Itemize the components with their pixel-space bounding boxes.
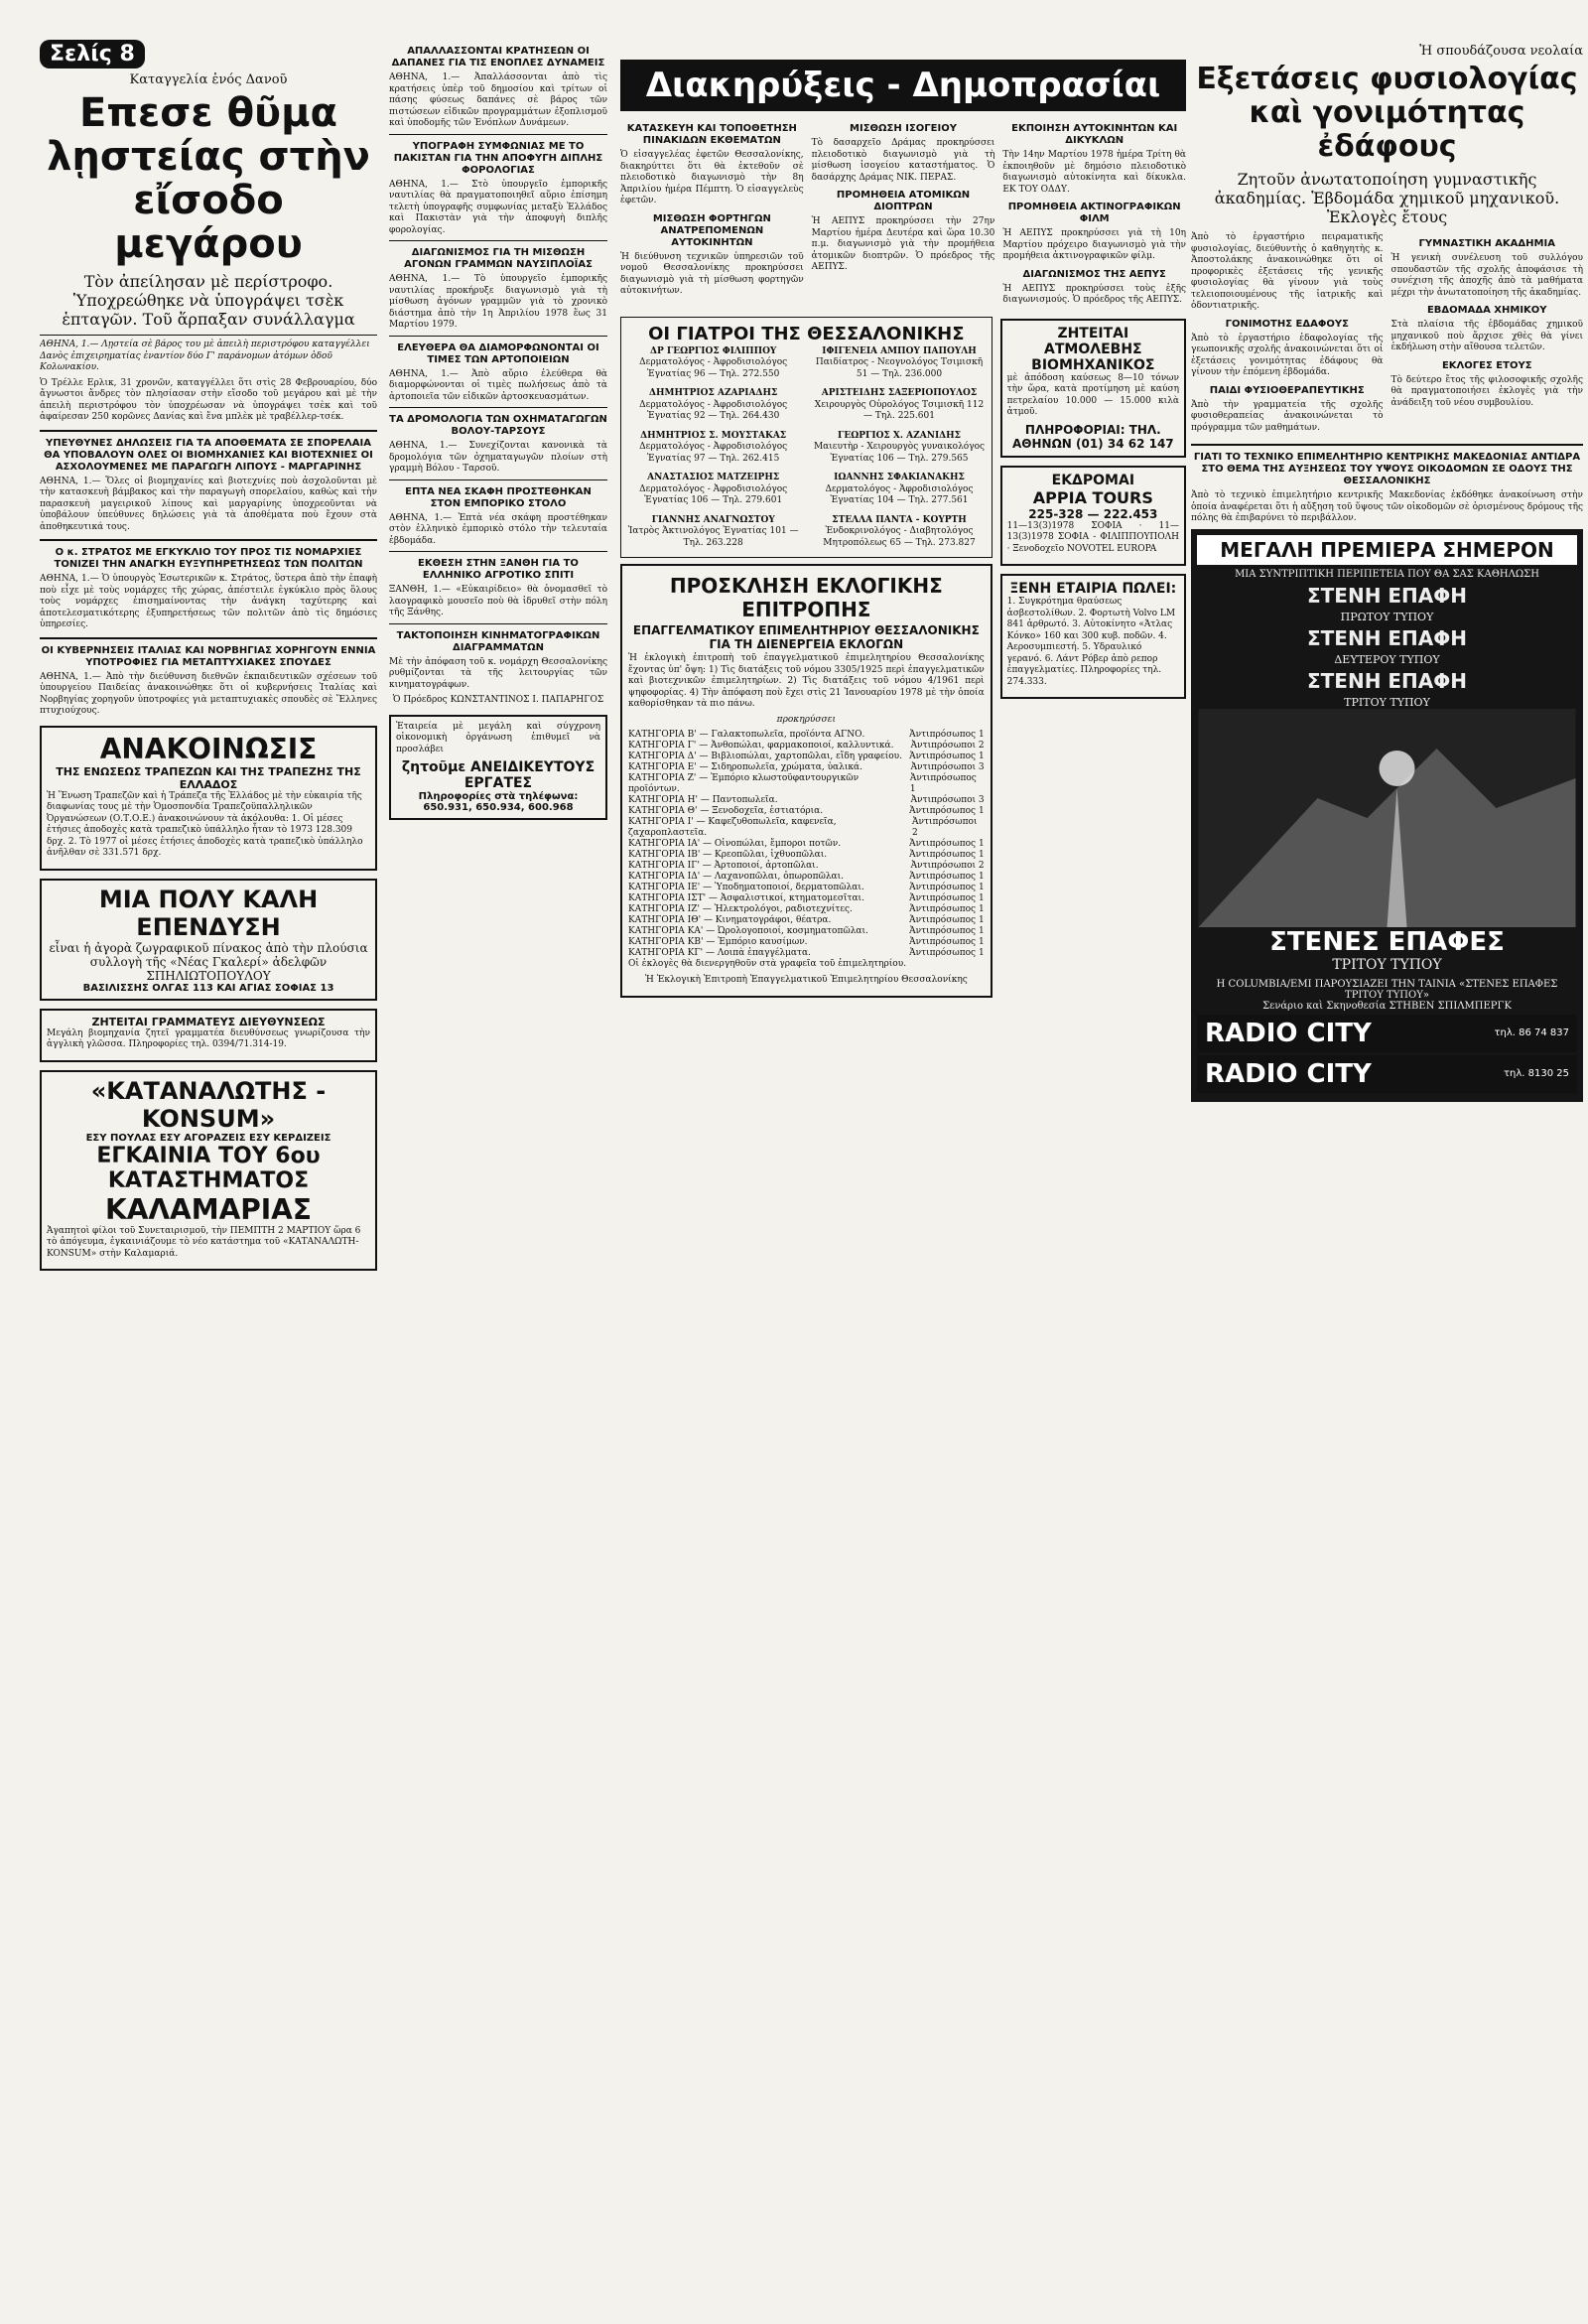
- doctor-entry: [811, 515, 987, 554]
- article-body: Μὲ τὴν ἀπόφαση τοῦ κ. νομάρχη Θεσσαλονίκης ρυθμίζονται τὰ τῆς λειτουργίας τῶν κινηματογράφων.: [389, 656, 607, 690]
- column-1: [40, 40, 377, 2293]
- cinema-phone: τηλ. 8130 25: [1504, 1068, 1569, 1079]
- category-row: ΚΑΤΗΓΟΡΙΑ Ζ' — Ἐμπόριο κλωστοϋφαντουργικῶν προϊόντων. Ἀντιπρόσωπος 1: [628, 773, 977, 794]
- announcement-ad: [40, 726, 377, 871]
- credits-line: Η COLUMBIA/EMI ΠΑΡΟΥΣΙΑΖΕΙ ΤΗΝ ΤΑΙΝΙΑ «ΣΤΕΝΕΣ ΕΠΑΦΕΣ ΤΡΙΤΟΥ ΤΥΠΟΥ»: [1216, 978, 1558, 1001]
- column-2: [389, 40, 607, 2293]
- ad-title: ΕΚΔΡΟΜΑΙ: [1051, 472, 1135, 488]
- ad-title: ΖΗΤΕΙΤΑΙ ΓΡΑΜΜΑΤΕΥΣ ΔΙΕΥΘΥΝΣΕΩΣ: [91, 1015, 326, 1028]
- deck: Ζητοῦν ἀνωτατοποίηση γυμναστικῆς ἀκαδημίας. Ἑβδομάδα χημικοῦ μηχανικοῦ. Ἐκλογὲς ἔτους: [1214, 170, 1560, 226]
- tender-title: ΠΡΟΜΗΘΕΙΑ ΑΤΟΜΙΚΩΝ ΔΙΟΠΤΡΩΝ: [836, 190, 971, 212]
- category-row: ΚΑΤΗΓΟΡΙΑ Ι' — Καφεζυθοπωλεῖα, καφενεῖα, ζαχαροπλαστεῖα. Ἀντιπρόσωποι 2: [628, 817, 978, 838]
- ad-body: εἶναι ἡ ἀγορὰ ζωγραφικοῦ πίνακος ἀπὸ τὴν πλούσια συλλογὴ τῆς «Νέας Γκαλερί» ἀδελφῶν ΣΠΗΛΙΩΤΟΠΟΥΛΟΥ: [49, 940, 368, 983]
- article-headline: ΓΙΑΤΙ ΤΟ ΤΕΧΝΙΚΟ ΕΠΙΜΕΛΗΤΗΡΙΟ ΚΕΝΤΡΙΚΗΣ ΜΑΚΕΔΟΝΙΑΣ ΑΝΤΙΔΡΑ ΣΤΟ ΘΕΜΑ ΤΗΣ ΑΥΞΗΣΕΩΣ ΤΟΥ ΥΨΟΥΣ ΟΙΚΟΔΟΜΩΝ ΣΕ ΟΔΟΥΣ ΤΗΣ ΘΕΣΣΑΛΟΝΙΚΗΣ: [1193, 452, 1581, 486]
- ad-body: μὲ ἀπόδοση καύσεως 8—10 τόνων τὴν ὥρα, κατὰ προτίμηση μὲ καύση πετρελαίου 10.000 — 15.000 κιλὰ ἀτμοῦ.: [1006, 372, 1179, 417]
- notice-body: Ἡ ἐκλογικὴ ἐπιτροπὴ τοῦ ἐπαγγελματικοῦ ἐπιμελητηρίου Θεσσαλονίκης ἔχοντας ὑπ' ὄψη: 1) Τὶς διατάξεις τοῦ νόμου 3305/1925 περὶ ἐπαγγελματικῶν καὶ βιοτεχνικῶν ἐπιμελητηρίων. 2) Τὶς διατάξεις τοῦ νόμου 4/1961 περὶ ψηφοφορίας. 4) Τὴν ἀπόφαση ποὺ ἔχει στὶς 21 Ἰανουαρίου 1978 μὲ τὴν ὁποία καθορίσθηκαν τὰ πιο πάνω.: [628, 653, 985, 709]
- doctors-directory: [620, 311, 992, 1005]
- movie-subtitle-2: ΔΕΥΤΕΡΟΥ ΤΥΠΟΥ: [1334, 652, 1440, 666]
- cinema-name: RADIO CITY: [1205, 1018, 1372, 1048]
- doctor-info: Δερματολόγος - Ἀφροδισιολόγος Ἐγνατίας 97 — Τηλ. 262.415: [639, 442, 788, 464]
- doctor-name: ΓΙΑΝΝΗΣ ΑΝΑΓΝΩΣΤΟΥ: [651, 514, 775, 525]
- doctor-info: Ἐνδοκρινολόγος - Διαβητολόγος Μητροπόλεως 65 — Τηλ. 273.827: [823, 526, 976, 548]
- article-headline: ΟΙ ΚΥΒΕΡΝΗΣΕΙΣ ΙΤΑΛΙΑΣ ΚΑΙ ΝΟΡΒΗΓΙΑΣ ΧΟΡΗΓΟΥΝ ΕΝΝΙΑ ΥΠΟΤΡΟΦΙΕΣ ΓΙΑ ΜΕΤΑΠΤΥΧΙΑΚΕΣ ΣΠΟΥΔΕΣ: [41, 644, 376, 668]
- divider: [40, 335, 377, 336]
- cinema-phone: τηλ. 86 74 837: [1494, 1027, 1569, 1038]
- doctor-name: ΓΕΩΡΓΙΟΣ Χ. ΑΖΑΝΙΔΗΣ: [837, 430, 962, 441]
- article-body: ΑΘΗΝΑ, 1.— Ὅλες οἱ βιομηχανίες καὶ βιοτεχνίες ποὺ ἀσχολοῦνται μὲ τὴν κατασκευὴ βάμβακος καὶ τὴν παραγωγὴ σπορελαίου, καθὼς καὶ τὴν παρασκευὴ μαγειρικοῦ λίπους καὶ μαργαρίνης ὑποχρεοῦνται νὰ ὑποβάλουν ὑπεύθυνες δηλώσεις γιὰ τὰ ἀποθέματα ποὺ ἔχουν στὰ ἀποθηκευτικά τους.: [40, 476, 377, 532]
- movie-ad: [1191, 529, 1583, 1102]
- category-row: ΚΑΤΗΓΟΡΙΑ ΚΑ' — Ὠρολογοποιοί, κοσμηματοπῶλαι. Ἀντιπρόσωπος 1: [628, 926, 985, 936]
- divider: [389, 623, 607, 624]
- doctor-entry: [625, 515, 801, 554]
- divider: [40, 430, 377, 432]
- divider: [389, 134, 607, 135]
- doctor-info: Ἰατρὸς Ἀκτινολόγος Ἐγνατίας 101 — Τηλ. 263.228: [627, 526, 799, 548]
- doctor-name: ΔΗΜΗΤΡΙΟΣ ΑΖΑΡΙΑΔΗΣ: [649, 388, 778, 398]
- sale-ad: [1000, 574, 1186, 699]
- announcement-subtitle: ΤΗΣ ΕΝΩΣΕΩΣ ΤΡΑΠΕΖΩΝ ΚΑΙ ΤΗΣ ΤΡΑΠΕΖΗΣ ΤΗΣ ΕΛΛΑΔΟΣ: [56, 764, 361, 791]
- category-row: ΚΑΤΗΓΟΡΙΑ Β' — Γαλακτοπωλεῖα, προϊόντα ΑΓΝΟ. Ἀντιπρόσωπος 1: [628, 730, 985, 740]
- article-headline: ΠΑΙΔΙ ΦΥΣΙΟΘΕΡΑΠΕΥΤΙΚΗΣ: [1209, 384, 1365, 396]
- article-body: ΑΘΗΝΑ, 1.— Ἀπὸ τὴν διεύθυνση διεθνῶν ἐκπαιδευτικῶν σχέσεων τοῦ ὑπουργείου Παιδείας ἀνακοινώθηκε ὅτι οἱ κυβερνήσεις Ἰταλίας καὶ Νορβηγίας χορηγοῦν ὑποτροφίες γιὰ μεταπτυχιακὲς σπουδὲς σὲ Ἕλληνες πτυχιούχους.: [40, 671, 377, 716]
- doctor-info: Χειρουργὸς Οὐρολόγος Τσιμισκῆ 112 — Τηλ. 225.601: [814, 399, 985, 421]
- tender-title: ΚΑΤΑΣΚΕΥΗ ΚΑΙ ΤΟΠΟΘΕΤΗΣΗ ΠΙΝΑΚΙΔΩΝ ΕΚΘΕΜΑΤΩΝ: [626, 123, 797, 146]
- tours-ad: [1000, 466, 1186, 567]
- notice-footer: Οἱ ἐκλογὲς θὰ διενεργηθοῦν στὰ γραφεῖα τοῦ ἐπιμελητηρίου.: [628, 959, 907, 969]
- article-headline: ΓΟΝΙΜΟΤΗΣ ΕΔΑΦΟΥΣ: [1225, 318, 1349, 330]
- ad-body: Ἐταιρεία μὲ μεγάλη καὶ σύγχρονη οἰκονομικὴ ὀργάνωση ἐπιθυμεῖ νὰ προσλάβει: [396, 721, 600, 754]
- doctor-info: Δερματολόγος - Ἀφροδισιολόγος Ἐγνατίας 104 — Τηλ. 277.561: [825, 483, 974, 505]
- doctor-name: ΔΡ ΓΕΩΡΓΙΟΣ ΦΙΛΙΠΠΟΥ: [649, 345, 777, 356]
- doctor-name: ΙΩΑΝΝΗΣ ΣΦΑΚΙΑΝΑΚΗΣ: [834, 473, 965, 482]
- article-headline: ΕΚΘΕΣΗ ΣΤΗΝ ΞΑΝΘΗ ΓΙΑ ΤΟ ΕΛΛΗΝΙΚΟ ΑΓΡΟΤΙΚΟ ΣΠΙΤΙ: [418, 558, 579, 581]
- poster-title: ΣΤΕΝΕΣ ΕΠΑΦΕΣ: [1269, 926, 1505, 957]
- tender-body: Τὸ δασαρχεῖο Δράμας προκηρύσσει πλειοδοτικὸ διαγωνισμὸ γιὰ τὴ μίσθωση ἰσογείου καταστήματος. Ὁ δασάρχης Δράμας ΝΙΚ. ΠΕΡΑΣ.: [811, 138, 995, 183]
- notice-title: ΠΡΟΣΚΛΗΣΗ ΕΚΛΟΓΙΚΗΣ ΕΠΙΤΡΟΠΗΣ: [669, 574, 943, 621]
- movie-banner: ΜΕΓΑΛΗ ΠΡΕΜΙΕΡΑ ΣΗΜΕΡΟΝ: [1197, 535, 1577, 565]
- education-col-b: [1391, 232, 1584, 438]
- tenders-col-a: [620, 117, 804, 311]
- article-headline: ΤΑΚΤΟΠΟΙΗΣΗ ΚΙΝΗΜΑΤΟΓΡΑΦΙΚΩΝ ΔΙΑΓΡΑΜΜΑΤΩΝ: [396, 629, 600, 653]
- divider: [40, 637, 377, 639]
- ad-title: «ΚΑΤΑΝΑΛΩΤΗΣ - KONSUM»: [90, 1076, 327, 1133]
- column-3: [620, 60, 1186, 2293]
- ad-phone: ΠΛΗΡΟΦΟΡΙΑΙ: ΤΗΛ. ΑΘΗΝΩΝ (01) 34 62 147: [1012, 422, 1174, 451]
- ad-phone: Πληροφορίες στὰ τηλέφωνα: 650.931, 650.934, 600.968: [418, 791, 579, 813]
- doctor-entry: [625, 388, 801, 427]
- category-row: ΚΑΤΗΓΟΡΙΑ Ε' — Σιδηροπωλεῖα, χρώματα, ὑαλικά. Ἀντιπρόσωποι 3: [628, 762, 985, 772]
- category-row: ΚΑΤΗΓΟΡΙΑ Θ' — Ξενοδοχεῖα, ἑστιατόρια. Ἀντιπρόσωπος 1: [628, 806, 985, 816]
- movie-title-2: ΣΤΕΝΗ ΕΠΑΦΗ: [1306, 625, 1468, 650]
- category-row: ΚΑΤΗΓΟΡΙΑ Δ' — Βιβλιοπώλαι, χαρτοπῶλαι, εἴδη γραφείου. Ἀντιπρόσωπος 1: [628, 752, 985, 761]
- tender-title: ΠΡΟΜΗΘΕΙΑ ΑΚΤΙΝΟΓΡΑΦΙΚΩΝ ΦΙΛΜ: [1007, 202, 1181, 224]
- article-headline: ΔΙΑΓΩΝΙΣΜΟΣ ΓΙΑ ΤΗ ΜΙΣΘΩΣΗ ΑΓΟΝΩΝ ΓΡΑΜΜΩΝ ΝΑΥΣΙΠΛΟΪΑΣ: [404, 247, 593, 270]
- tender-body: Ἡ διεύθυνση τεχνικῶν ὑπηρεσιῶν τοῦ νομοῦ Θεσσαλονίκης προκηρύσσει διαγωνισμὸ γιὰ τὴ μίσθωση φορτηγῶν αὐτοκινήτων.: [620, 251, 804, 296]
- article-headline: ΕΛΕΥΘΕΡΑ ΘΑ ΔΙΑΜΟΡΦΩΝΟΝΤΑΙ ΟΙ ΤΙΜΕΣ ΤΩΝ ΑΡΤΟΠΟΙΕΙΩΝ: [397, 342, 599, 365]
- category-row: ΚΑΤΗΓΟΡΙΑ ΙΑ' — Οἰνοπώλαι, ἔμποροι ποτῶν. Ἀντιπρόσωπος 1: [628, 839, 985, 849]
- ad-title: ΖΗΤΕΙΤΑΙ ΑΤΜΟΛΕΒΗΣ ΒΙΟΜΗΧΑΝΙΚΟΣ: [1031, 325, 1155, 373]
- category-row: ΚΑΤΗΓΟΡΙΑ ΚΓ' — Λοιπὰ ἐπαγγέλματα. Ἀντιπρόσωπος 1: [628, 948, 985, 958]
- doctor-entry: [625, 346, 801, 385]
- job-ad: [40, 1009, 377, 1062]
- category-row: ΚΑΤΗΓΟΡΙΑ ΙΖ' — Ἠλεκτρολόγοι, ραδιοτεχνίτες. Ἀντιπρόσωπος 1: [628, 904, 985, 914]
- classifieds-col: [1000, 311, 1186, 1005]
- doctor-name: ΣΤΕΛΛΑ ΠΑΝΤΑ - ΚΟΥΡΤΗ: [832, 514, 967, 525]
- article-body: Ἀπὸ τὸ ἐργαστήριο πειραματικῆς φυσιολογίας, διεύθυντὴς ὁ καθηγητὴς κ. Ἀποστολάκης ἀνακοινώθηκε ὅτι οἱ προφορικὲς ἐξετάσεις τῆς γενικῆς φυσιολογίας θὰ γίνουν γιὰ τοὺς τελειοποιουμένους τῆς ἰατρικῆς καὶ ὀδοντιατρικῆς.: [1191, 232, 1384, 311]
- ad-body: 1. Συγκρότημα θραύσεως ἀσβεστολίθων. 2. Φορτωτὴ Volvo LM 841 ἀρθρωτό. 3. Αὐτοκίνητο «Άτλας Κόνκο» 160 και 300 κυβ. ποδῶν. 4. Αεροσυμπιεστή. 5. Υδραυλικό γερανό. 6. Λάντ Ρόβερ ἀπὸ ρεπορ ἐπαγγελματίες. Πληροφορίες τηλ. 274.333.: [1006, 597, 1176, 687]
- article-headline: ΓΥΜΝΑΣΤΙΚΗ ΑΚΑΔΗΜΙΑ: [1418, 238, 1555, 249]
- section-banner: Διακηρύξεις - Δημοπρασίαι: [620, 60, 1186, 111]
- doctors-title: ΟΙ ΓΙΑΤΡΟΙ ΤΗΣ ΘΕΣΣΑΛΟΝΙΚΗΣ: [648, 323, 965, 344]
- education-col-a: [1191, 232, 1384, 438]
- ad-body: 11—13(3)1978 ΣΟΦΙΑ · 11—13(3)1978 ΣΟΦΙΑ - ΦΙΛΙΠΠΟΥΠΟΛΗ · Ξενοδοχεῖο NOVOTEL EUROPA: [1006, 520, 1179, 554]
- poster-mountain-image: [1197, 709, 1577, 927]
- doctor-name: ΙΦΙΓΕΝΕΙΑ ΑΜΠΟΥ ΠΑΠΟΥΛΗ: [822, 345, 977, 356]
- tenders-col-b: [812, 117, 995, 311]
- article-body: ΑΘΗΝΑ, 1.— Ἑπτὰ νέα σκάφη προστέθηκαν στὸν ἑλληνικὸ ἐμπορικὸ στόλο τὴν τελευταία ἑβδομάδα.: [389, 512, 607, 546]
- article-body: Στὰ πλαίσια τῆς ἑβδομάδας χημικοῦ μηχανικοῦ ποὺ ἄρχισε χθὲς θὰ γίνει ἐκδήλωση στὴν αἴθουσα τελετῶν.: [1390, 320, 1583, 352]
- tender-body: Ἡ ΑΕΠΥΣ προκηρύσσει τὴν 27ην Μαρτίου ἡμέρα Δευτέρα καὶ ὥρα 10.30 π.μ. διαγωνισμὸ γιὰ τὴν προμήθεια ἀτομικῶν διοπτρῶν. Ὁ πρόεδρος τῆς ΑΕΠΥΣ.: [811, 216, 995, 272]
- tender-title: ΜΙΣΘΩΣΗ ΙΣΟΓΕΙΟΥ: [850, 123, 957, 134]
- movie-title-1: ΣΤΕΝΗ ΕΠΑΦΗ: [1306, 583, 1468, 608]
- doctor-info: Δερματολόγος - Ἀφροδισιολόγος Ἐγνατίας 96 — Τηλ. 272.550: [639, 357, 788, 379]
- divider: [1191, 444, 1583, 446]
- notice-label: προκηρύσσει: [776, 714, 836, 725]
- category-row: ΚΑΤΗΓΟΡΙΑ Η' — Παντοπωλεῖα. Ἀντιπρόσωποι 3: [628, 795, 985, 805]
- signature: Ὁ Πρόεδρος ΚΩΝΣΤΑΝΤΙΝΟΣ Ι. ΠΑΠΑΡΗΓΟΣ: [392, 695, 604, 705]
- ad-body: Ἀγαπητοὶ φίλοι τοῦ Συνεταιρισμοῦ, τὴν ΠΕΜΠΤΗ 2 ΜΑΡΤΙΟΥ ὥρα 6 τὸ ἀπόγευμα, ἐγκαινιάζουμε τὸ νέο κατάστημα τοῦ «ΚΑΤΑΝΑΛΩΤΗ-KONSUM» στὴν Καλαμαριά.: [47, 1225, 361, 1259]
- article-body: Ὁ Τρέλλε Ερλικ, 31 χρονῶν, καταγγέλλει ὅτι στὶς 28 Φεβρουαρίου, δύο ἄγνωστοι ἄνδρες τὸν πλησίασαν στὴν εἴσοδο τοῦ μεγάρου καὶ μὲ τὴν ἀπειλὴ περιστρόφου τὸν ὑποχρέωσαν νὰ ὑπογράψει τσὲκ καὶ τοῦ ἀφαίρεσαν 250 κορῶνες Δανίας καὶ ἕνα μπλὲκ μὲ τραβέλλερ-τσέκ.: [40, 377, 377, 422]
- doctor-entry: [811, 431, 987, 470]
- lead-paragraph: ΑΘΗΝΑ, 1.— Λῃστεία σὲ βάρος του μὲ ἀπειλὴ περιστρόφου καταγγέλλει Δανὸς ἐπιχειρηματίας ἐναντίον δύο Γ' παράνομων ἀτόμων ὁδοῦ Κολωνακίου.: [40, 340, 370, 372]
- tender-title: ΜΙΣΘΩΣΗ ΦΟΡΤΗΓΩΝ ΑΝΑΤΡΕΠΟΜΕΝΩΝ ΑΥΤΟΚΙΝΗΤΩΝ: [652, 212, 771, 248]
- category-row: ΚΑΤΗΓΟΡΙΑ ΙΣΤ' — Ἀσφαλιστικοί, κτηματομεσῖται. Ἀντιπρόσωπος 1: [628, 893, 985, 903]
- tender-body: Τὴν 14ην Μαρτίου 1978 ἡμέρα Τρίτη θὰ ἐκποιηθοῦν μὲ δημόσιο πλειοδοτικὸ διαγωνισμὸ αὐτοκίνητα καὶ δίκυκλα. ΕΚ ΤΟΥ ΟΔΔΥ.: [1002, 150, 1186, 195]
- article-body: Ἡ γενικὴ συνέλευση τοῦ συλλόγου σπουδαστῶν τῆς σχολῆς ἀποφάσισε τὴ συνέχιση τῆς ἀποχῆς ἀπὸ τὰ μαθήματα μέχρι τὴν ἀνωτατοποίηση τῆς ἀκαδημίας.: [1390, 253, 1583, 298]
- movie-title-3: ΣΤΕΝΗ ΕΠΑΦΗ: [1306, 668, 1468, 693]
- category-row: ΚΑΤΗΓΟΡΙΑ Γ' — Ἀνθοπώλαι, φαρμακοποιοί, καλλυντικά. Ἀντιπρόσωποι 2: [628, 741, 985, 751]
- doctor-entry: [625, 431, 801, 470]
- ad-main: ΕΓΚΑΙΝΙΑ ΤΟΥ 6ου ΚΑΤΑΣΤΗΜΑΤΟΣ: [96, 1143, 321, 1193]
- ad-title: ΞΕΝΗ ΕΤΑΙΡΙΑ ΠΩΛΕΙ:: [1009, 581, 1177, 597]
- notice-subtitle: ΕΠΑΓΓΕΛΜΑΤΙΚΟΥ ΕΠΙΜΕΛΗΤΗΡΙΟΥ ΘΕΣΣΑΛΟΝΙΚΗΣ ΓΙΑ ΤΗ ΔΙΕΝΕΡΓΕΙΑ ΕΚΛΟΓΩΝ: [632, 623, 980, 651]
- article-headline: ΥΠΟΓΡΑΦΗ ΣΥΜΦΩΝΙΑΣ ΜΕ ΤΟ ΠΑΚΙΣΤΑΝ ΓΙΑ ΤΗΝ ΑΠΟΦΥΓΗ ΔΙΠΛΗΣ ΦΟΡΟΛΟΓΙΑΣ: [393, 140, 603, 176]
- doctor-entry: [811, 388, 987, 427]
- boiler-ad: [1000, 319, 1186, 458]
- doctor-entry: [811, 473, 987, 511]
- ad-body: Μεγάλη βιομηχανία ζητεῖ γραμματέα διευθύνσεως γνωρίζουσα τὴν ἀγγλικὴ γλῶσσα. Πληροφορίες τηλ. 0394/71.314-19.: [47, 1027, 370, 1049]
- article-body: Ἀπὸ τὸ ἐργαστήριο ἐδαφολογίας τῆς γεωπονικῆς σχολῆς ἀνακοινώνεται ὅτι οἱ ἐξετάσεις γονιμότητας ἐδάφους θὰ γίνουν τὴν ἑπόμενη ἑβδομάδα.: [1191, 333, 1384, 377]
- doctor-info: Μαιευτὴρ - Χειρουργὸς γυναικολόγος Ἐγνατίας 106 — Τηλ. 279.565: [813, 442, 986, 464]
- movie-tagline: ΜΙΑ ΣΥΝΤΡΙΠΤΙΚΗ ΠΕΡΙΠΕΤΕΙΑ ΠΟΥ ΘΑ ΣΑΣ ΚΑΘΗΛΩΣΗ: [1235, 568, 1539, 580]
- tender-body: Ἡ ΑΕΠΥΣ προκηρύσσει τοὺς ἑξῆς διαγωνισμούς. Ὁ πρόεδρος τῆς ΑΕΠΥΣ.: [1002, 283, 1186, 305]
- doctor-entry: [625, 473, 801, 511]
- article-headline: ΥΠΕΥΘΥΝΕΣ ΔΗΛΩΣΕΙΣ ΓΙΑ ΤΑ ΑΠΟΘΕΜΑΤΑ ΣΕ ΣΠΟΡΕΛΑΙΑ ΘΑ ΥΠΟΒΑΛΟΥΝ ΟΛΕΣ ΟΙ ΒΙΟΜΗΧΑΝΙΕΣ ΚΑΙ ΒΙΟΤΕΧΝΙΕΣ ΟΙ ΑΣΧΟΛΟΥΜΕΝΕΣ ΜΕ ΠΑΡΑΓΩΓΗ ΛΙΠΟΥΣ - ΜΑΡΓΑΡΙΝΗΣ: [44, 437, 373, 473]
- ad-city: ΚΑΛΑΜΑΡΙΑΣ: [105, 1192, 312, 1226]
- cinema-2: [1197, 1055, 1577, 1093]
- divider: [389, 336, 607, 337]
- ad-title: ΜΙΑ ΠΟΛΥ ΚΑΛΗ ΕΠΕΝΔΥΣΗ: [98, 885, 319, 941]
- tenders-col-c: [1002, 117, 1186, 311]
- category-row: ΚΑΤΗΓΟΡΙΑ ΙΒ' — Κρεοπῶλαι, ἰχθυοπῶλαι. Ἀντιπρόσωπος 1: [628, 850, 985, 860]
- workers-ad: [389, 715, 607, 821]
- doctors-grid: [625, 346, 988, 554]
- doctors-row: [620, 311, 1186, 1005]
- doctor-info: Παιδίατρος - Νεογνολόγος Τσιμισκῆ 51 — Τηλ. 236.000: [815, 357, 984, 379]
- doctor-name: ΑΝΑΣΤΑΣΙΟΣ ΜΑΤΖΕΙΡΗΣ: [647, 473, 780, 482]
- article-body: Τὸ δεύτερο ἔτος τῆς φιλοσοφικῆς σχολῆς θὰ πραγματοποιήσει ἐκλογὲς γιὰ τὴν ἀνάδειξη τοῦ νέου συμβουλίου.: [1390, 374, 1583, 408]
- notice-signature: Ἡ Ἐκλογικὴ Ἐπιτροπὴ Ἐπαγγελματικοῦ Ἐπιμελητηρίου Θεσσαλονίκης: [644, 974, 968, 985]
- divider: [40, 539, 377, 541]
- investment-ad: [40, 879, 377, 1001]
- article-headline: ΕΚΛΟΓΕΣ ΕΤΟΥΣ: [1441, 359, 1532, 371]
- article-headline: ΕΠΤΑ ΝΕΑ ΣΚΑΦΗ ΠΡΟΣΤΕΘΗΚΑΝ ΣΤΟΝ ΕΜΠΟΡΙΚΟ ΣΤΟΛΟ: [405, 485, 592, 509]
- doctor-entry: [811, 346, 987, 385]
- doctor-name: ΔΗΜΗΤΡΙΟΣ Σ. ΜΟΥΣΤΑΚΑΣ: [640, 430, 787, 441]
- article-headline: Ο κ. ΣΤΡΑΤΟΣ ΜΕ ΕΓΚΥΚΛΙΟ ΤΟΥ ΠΡΟΣ ΤΙΣ ΝΟΜΑΡΧΙΕΣ ΤΟΝΙΖΕΙ ΤΗΝ ΑΝΑΓΚΗ ΕΥΞΥΠΗΡΕΤΗΣΕΩΣ ΤΩΝ ΠΟΛΙΤΩΝ: [54, 547, 363, 570]
- article-body: Ἀπὸ τὸ τεχνικὸ ἐπιμελητήριο κεντρικῆς Μακεδονίας ἐκδόθηκε ἀνακοίνωση στὴν ὁποία ἀναφέρεται ὅτι ἡ αὔξηση τοῦ ὕψους τῶν οἰκοδομῶν σὲ ὁρισμένους δρόμους τῆς πόλης θὰ ἐπιβαρύνει τὸ περιβάλλον.: [1191, 490, 1583, 523]
- movie-subtitle-1: ΠΡΩΤΟΥ ΤΥΠΟΥ: [1340, 610, 1434, 623]
- category-row: ΚΑΤΗΓΟΡΙΑ ΙΔ' — Λαχανοπῶλαι, ὀπωροπῶλαι. Ἀντιπρόσωπος 1: [628, 872, 985, 882]
- article-body: ΑΘΗΝΑ, 1.— Τὸ ὑπουργεῖο ἐμπορικῆς ναυτιλίας προκήρυξε διαγωνισμὸ γιὰ τὴ μίσθωση ἀγόνων γραμμῶν γιὰ τὸ χρονικὸ διάστημα ἀπὸ τὴν 1η Ἀπριλίου 1978 ἕως 31 Μαρτίου 1979.: [389, 274, 607, 330]
- headline: Επεσε θῦμα λῃστείας στὴν εἴσοδο μεγάρου: [47, 90, 370, 267]
- category-row: ΚΑΤΗΓΟΡΙΑ ΙΓ' — Ἀρτοποιοί, ἀρτοπῶλαι. Ἀντιπρόσωποι 2: [628, 861, 985, 871]
- kicker: Καταγγελία ἑνός Δανοῦ: [129, 72, 288, 87]
- kicker: Ἡ σπουδάζουσα νεολαία: [1419, 44, 1583, 59]
- movie-subtitle-3: ΤΡΙΤΟΥ ΤΥΠΟΥ: [1344, 695, 1430, 709]
- tender-title: ΔΙΑΓΩΝΙΣΜΟΣ ΤΗΣ ΑΕΠΥΣ: [1022, 268, 1166, 280]
- category-row: ΚΑΤΗΓΟΡΙΑ ΙΘ' — Κινηματογράφοι, θέατρα. Ἀντιπρόσωπος 1: [628, 915, 985, 925]
- poster-subtitle: ΤΡΙΤΟΥ ΤΥΠΟΥ: [1332, 956, 1442, 973]
- article-body: ΑΘΗΝΑ, 1.— Συνεχίζονται κανονικὰ τὰ δρομολόγια τῶν ὀχηματαγωγῶν πλοίων στὴ γραμμὴ Βόλου - Ταρσοῦ.: [389, 441, 607, 474]
- doctor-info: Δερματολόγος - Ἀφροδισιολόγος Ἐγνατίας 106 — Τηλ. 279.601: [639, 483, 788, 505]
- deck: Τὸν ἀπείλησαν μὲ περίστροφο. Ὑποχρεώθηκε νὰ ὑπογράψει τσὲκ ἑπταγῶν. Τοῦ ἅρπαξαν συνάλλαγμα: [62, 272, 355, 329]
- article-body: ΑΘΗΝΑ, 1.— Ὁ ὑπουργὸς Ἐσωτερικῶν κ. Στράτος, ὕστερα ἀπὸ τὴν ἐπαφὴ ποὺ εἶχε μὲ τοὺς νομάρχες τῆς χώρας, ἀπέστειλε ἐγκύκλιο πρὸς ὅλους τοὺς νομάρχες ἐπισημαίνοντας τὴν ἀνάγκη ταχύτερης καὶ ἀποτελεσματικότερης ἐξυπηρετήσεως τῶν πολιτῶν ἀπὸ τὶς δημόσιες ὑπηρεσίες.: [40, 574, 377, 629]
- article-body: ΑΘΗΝΑ, 1.— Στὸ ὑπουργεῖο ἐμπορικῆς ναυτιλίας θὰ πραγματοποιηθεῖ αὔριο ἐπίσημη τελετὴ ὑπογραφῆς συμφωνίας μεταξὺ Ἑλλάδος καὶ Πακιστὰν γιὰ τὴν ἀποφυγὴ διπλῆς φορολογίας.: [389, 179, 607, 235]
- tender-title: ΕΚΠΟΙΗΣΗ ΑΥΤΟΚΙΝΗΤΩΝ ΚΑΙ ΔΙΚΥΚΛΩΝ: [1011, 123, 1178, 146]
- doctor-info: Δερματολόγος - Ἀφροδισιολόγος Ἐγνατίας 92 — Τηλ. 264.430: [639, 399, 788, 421]
- tender-body: Ἡ ΑΕΠΥΣ προκηρύσσει γιὰ τὴ 10η Μαρτίου πρόχειρο διαγωνισμὸ γιὰ τὴν προμήθεια ἀκτινογραφικῶν φίλμ.: [1002, 228, 1186, 261]
- announcement-body: Ἡ Ἕνωση Τραπεζῶν καὶ ἡ Τράπεζα τῆς Ἑλλάδος μὲ τὴν εὐκαιρία τῆς διαφωνίας τους μὲ τὴν Ὁμοσπονδία Τραπεζοϋπαλληλικῶν Ὀργανώσεων (Ο.Τ.Ο.Ε.) ἀνακοινώνουν τὰ ἀκόλουθα: 1. Οἱ μέσες ἐτήσιες ἀποδοχὲς κατὰ τραπεζικὸ ὑπάλληλο ἦταν τὸ 1973 128.309 δρχ. 2. Τὸ 1977 οἱ μέσες ἐτήσιες ἀποδοχὲς κατὰ τραπεζικὸ ὑπάλληλο ἀνῆλθαν σὲ 331.571 δρχ.: [47, 790, 363, 858]
- konsum-ad: [40, 1070, 377, 1272]
- ad-subtitle: ΕΣΥ ΠΟΥΛΑΣ ΕΣΥ ΑΓΟΡΑΖΕΙΣ ΕΣΥ ΚΕΡΔΙΖΕΙΣ: [85, 1132, 331, 1144]
- tours-phone: 225-328 — 222.453: [1028, 506, 1158, 521]
- divider: [389, 551, 607, 552]
- category-row: ΚΑΤΗΓΟΡΙΑ ΙΕ' — Ὑποδηματοποιοί, δερματοπῶλαι. Ἀντιπρόσωπος 1: [628, 883, 985, 892]
- divider: [389, 479, 607, 480]
- cinema-name: RADIO CITY: [1205, 1058, 1372, 1089]
- announcement-title: ΑΝΑΚΟΙΝΩΣΙΣ: [99, 732, 318, 765]
- page-tag: Σελίς 8: [40, 40, 145, 68]
- divider: [389, 240, 607, 241]
- category-row: ΚΑΤΗΓΟΡΙΑ ΚΒ' — Ἐμπόριο καυσίμων. Ἀντιπρόσωπος 1: [628, 937, 985, 947]
- doctor-name: ΑΡΙΣΤΕΙΔΗΣ ΣΑΞΕΡΙΟΠΟΥΛΟΣ: [821, 388, 978, 398]
- cinema-1: [1197, 1015, 1577, 1052]
- tenders-row: [620, 117, 1186, 311]
- column-4: [1191, 40, 1583, 2293]
- article-headline: ΑΠΑΛΛΑΣΣΟΝΤΑΙ ΚΡΑΤΗΣΕΩΝ ΟΙ ΔΑΠΑΝΕΣ ΓΙΑ ΤΙΣ ΕΝΟΠΛΕΣ ΔΥΝΑΜΕΙΣ: [391, 46, 605, 68]
- article-body: ΑΘΗΝΑ, 1.— Ἀπαλλάσσονται ἀπὸ τὶς κρατήσεις ὑπὲρ τοῦ δημοσίου καὶ τρίτων οἱ πάσης φύσεως δαπάνες σὲ βάρος τῶν πιστώσεων εἰδικῶν προγραμμάτων ἐξοπλισμοῦ καὶ ὑποδομῆς τῶν Ἐνόπλων Δυνάμεων.: [389, 72, 607, 128]
- category-list: [628, 730, 985, 959]
- divider: [389, 407, 607, 408]
- article-body: ΞΑΝΘΗ, 1.— «Εὐκαιρίδειο» θὰ ὀνομασθεῖ τὸ λαογραφικὸ μουσεῖο ποὺ θὰ ἱδρυθεῖ στὴν πόλη τῆς Ξάνθης.: [389, 585, 607, 617]
- education-row: [1191, 232, 1583, 438]
- article-headline: ΕΒΔΟΜΑΔΑ ΧΗΜΙΚΟΥ: [1426, 305, 1547, 316]
- article-headline: ΤΑ ΔΡΟΜΟΛΟΓΙΑ ΤΩΝ ΟΧΗΜΑΤΑΓΩΓΩΝ ΒΟΛΟΥ-ΤΑΡΣΟΥΣ: [389, 414, 607, 437]
- article-body: ΑΘΗΝΑ, 1.— Ἀπὸ αὔριο ἐλεύθερα θὰ διαμορφώνονται οἱ τιμὲς πωλήσεως ἀπὸ τὰ ἀρτοποιεῖα τῶν εἰδικῶν ἀρτοσκευασμάτων.: [389, 368, 607, 402]
- tender-body: Ὁ εἰσαγγελέας ἐφετῶν Θεσσαλονίκης, διακηρύττει ὅτι θὰ ἐκτεθοῦν σὲ πλειοδοτικὸ διαγωνισμὸ τὴν 8η Ἀπριλίου ἡμέρα Πέμπτη. Ὁ εἰσαγγελεὺς ἐφετῶν.: [620, 150, 804, 205]
- article-body: Ἀπὸ τὴν γραμματεία τῆς σχολῆς φυσιοθεραπείας ἀνακοινώνεται τὸ πρόγραμμα τῶν μαθημάτων.: [1191, 399, 1384, 433]
- doctors-box: [620, 317, 992, 559]
- ad-address: ΒΑΣΙΛΙΣΣΗΣ ΟΛΓΑΣ 113 ΚΑΙ ΑΓΙΑΣ ΣΟΦΙΑΣ 13: [82, 982, 334, 994]
- election-notice: [620, 564, 992, 998]
- headline: Εξετάσεις φυσιολογίας καὶ γονιμότητας ἐδάφους: [1196, 62, 1578, 164]
- tours-name: APPIA TOURS: [1032, 487, 1153, 507]
- ad-title: ζητοῦμε ΑΝΕΙΔΙΚΕΥΤΟΥΣ ΕΡΓΑΤΕΣ: [401, 759, 596, 791]
- credits-line: Σενάριο καὶ Σκηνοθεσία ΣΤΗΒΕΝ ΣΠΙΛΜΠΕΡΓΚ: [1262, 1000, 1512, 1012]
